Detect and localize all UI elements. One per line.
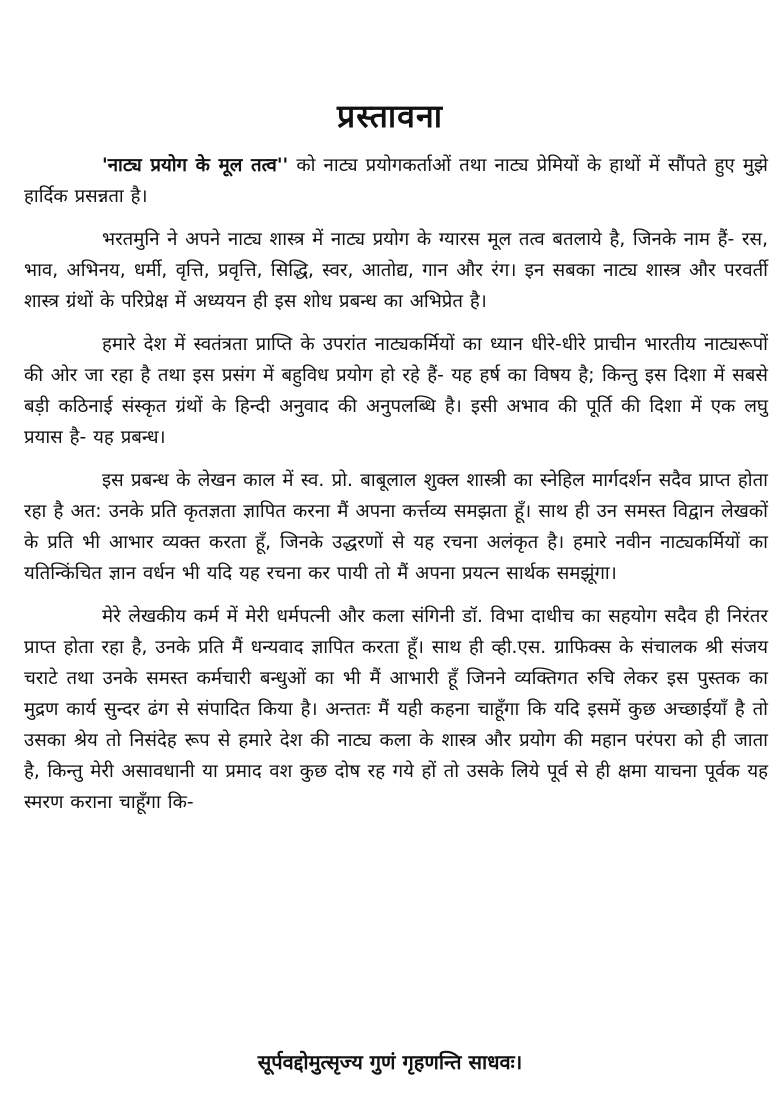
paragraph-4: इस प्रबन्ध के लेखन काल में स्व. प्रो. बाबूलाल शुक्ल शास्त्री का स्नेहिल मार्गदर्शन सदैव प्राप्त होता रहा है अत: उनके प्रति कृतज्ञता ज्ञापित करना मैं अपना कर्त्तव्य समझता हूँ। साथ ही उन समस्त विद्वान लेखकों के प्रति भी आभार व्यक्त करता हूँ, जिनके उद्धरणों से यह रचना अलंकृत है। हमारे नवीन नाट्यकर्मियों का यतिन्किंचित ज्ञान वर्धन भी यदि यह रचना कर पायी तो मैं अपना प्रयत्न सार्थक समझूंगा। [24,470,768,584]
paragraph-3: हमारे देश में स्वतंत्रता प्राप्ति के उपरांत नाट्यकर्मियों का ध्यान धीरे-धीरे प्राचीन भारतीय नाट्यरूपों की ओर जा रहा है तथा इस प्रसंग में बहुविध प्रयोग हो रहे हैं- यह हर्ष का विषय है; किन्तु इस दिशा में सबसे बड़ी कठिनाई संस्कृत ग्रंथों के हिन्दी अनुवाद की अनुपलब्धि है। इसी अभाव की पूर्ति की दिशा में एक लघु प्रयास है- यह प्रबन्ध। [24,334,768,448]
book-title-quote: 'नाट्य प्रयोग के मूल तत्व'' [102,155,289,176]
paragraph-1-text: को नाट्य प्रयोगकर्ताओं तथा नाट्य प्रेमियों के हाथों में सौंपते हुए मुझे हार्दिक प्रसन्नता है। [24,155,768,207]
paragraph-5: मेरे लेखकीय कर्म में मेरी धर्मपत्नी और कला संगिनी डॉ. विभा दाधीच का सहयोग सदैव ही निरंतर प्राप्त होता रहा है, उनके प्रति मैं धन्यवाद ज्ञापित करता हूँ। साथ ही व्ही.एस. ग्राफिक्स के संचालक श्री संजय चराटे तथा उनके समस्त कर्मचारी बन्धुओं का भी मैं आभारी हूँ जिनने व्यक्तिगत रुचि लेकर इस पुस्तक का मुद्रण कार्य सुन्दर ढंग से संपादित किया है। अन्ततः मैं यही कहना चाहूँगा कि यदि इसमें कुछ अच्छाईयाँ है तो उसका श्रेय तो निसंदेह रूप से हमारे देश की नाट्य कला के शास्त्र और प्रयोग की महान परंपरा को ही जाता है, किन्तु मेरी असावधानी या प्रमाद वश कुछ दोष रह गये हों तो उसके लिये पूर्व से ही क्षमा याचना पूर्वक यह स्मरण कराना चाहूँगा कि- [24,606,768,813]
paragraph-1 [24,150,768,212]
paragraph-2: भरतमुनि ने अपने नाट्य शास्त्र में नाट्य प्रयोग के ग्यारस मूल तत्व बतलाये है, जिनके नाम हैं- रस, भाव, अभिनय, धर्मी, वृत्ति, प्रवृत्ति, सिद्धि, स्वर, आतोद्य, गान और रंग। इन सबका नाट्य शास्त्र और परवर्ती शास्त्र ग्रंथों के परिप्रेक्ष में अध्ययन ही इस शोध प्रबन्ध का अभिप्रेत है। [24,229,768,312]
preface-body [24,150,768,830]
closing-shloka: सूर्पवद्दोमुत्सृज्य गुणं गृहणन्ति साधवः। [257,1050,523,1074]
page-title: प्रस्तावना [336,97,444,135]
